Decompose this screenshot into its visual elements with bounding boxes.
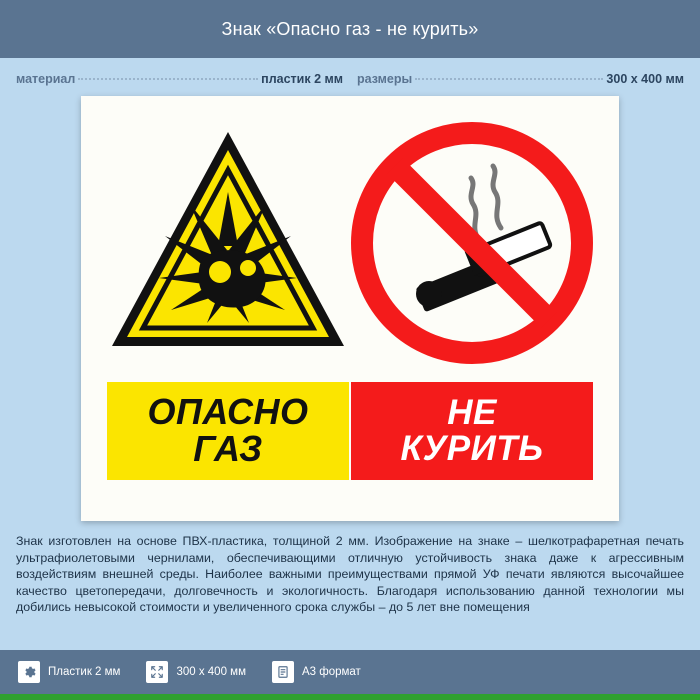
label-line-2: ГАЗ xyxy=(193,428,263,469)
material-gear-icon xyxy=(18,661,40,683)
footer-item-label: A3 формат xyxy=(301,666,361,678)
product-description: Знак изготовлен на основе ПВХ-пластика, толщиной 2 мм. Изображение на знаке – шелкотрафаретная печать ультрафиолетовыми чернилами, обеспечивающими отличную устойчивость знака даже к агрессивным воздействиям внешней среды. Наиболее важными преимуществами прямой УФ печати являются высочайшее качество цветопередачи, долговечность и экологичность. Благодаря использованию данной технологии мы добились невысокой стоимости и увеличенного срока службы – до 5 лет вне помещения xyxy=(16,534,684,615)
explosion-warning-triangle-icon xyxy=(107,118,349,368)
label-line-1: ОПАСНО xyxy=(147,391,309,433)
spec-dots xyxy=(415,78,603,80)
size-arrows-icon xyxy=(146,661,168,683)
spec-material xyxy=(16,72,343,86)
spec-material-value: пластик 2 мм xyxy=(261,72,343,86)
footer-item-size xyxy=(146,661,246,683)
label-line-2: КУРИТЬ xyxy=(400,429,544,468)
page-footer xyxy=(0,650,700,694)
label-row xyxy=(107,382,593,480)
sign-image xyxy=(81,96,619,521)
accent-bar xyxy=(0,694,700,700)
sign-wrapper xyxy=(0,96,700,521)
label-line-1: НЕ xyxy=(447,393,497,433)
spec-material-label: материал xyxy=(16,72,76,86)
spec-row xyxy=(0,58,700,96)
label-plate-danger-gas xyxy=(107,382,349,480)
footer-item-format xyxy=(272,661,361,683)
page-header xyxy=(0,0,700,58)
label-plate-no-smoking xyxy=(351,382,593,480)
format-sheet-icon xyxy=(272,661,294,683)
footer-item-label: Пластик 2 мм xyxy=(48,666,121,678)
pictogram-row xyxy=(107,118,593,376)
footer-item-material xyxy=(18,661,120,683)
no-smoking-icon xyxy=(351,118,593,368)
page-title: Знак «Опасно газ - не курить» xyxy=(221,18,479,39)
spec-size-value: 300 x 400 мм xyxy=(606,72,684,86)
spec-dots xyxy=(78,78,258,80)
spec-size xyxy=(357,72,684,86)
footer-item-label: 300 x 400 мм xyxy=(176,666,246,678)
spec-size-label: размеры xyxy=(357,72,413,86)
